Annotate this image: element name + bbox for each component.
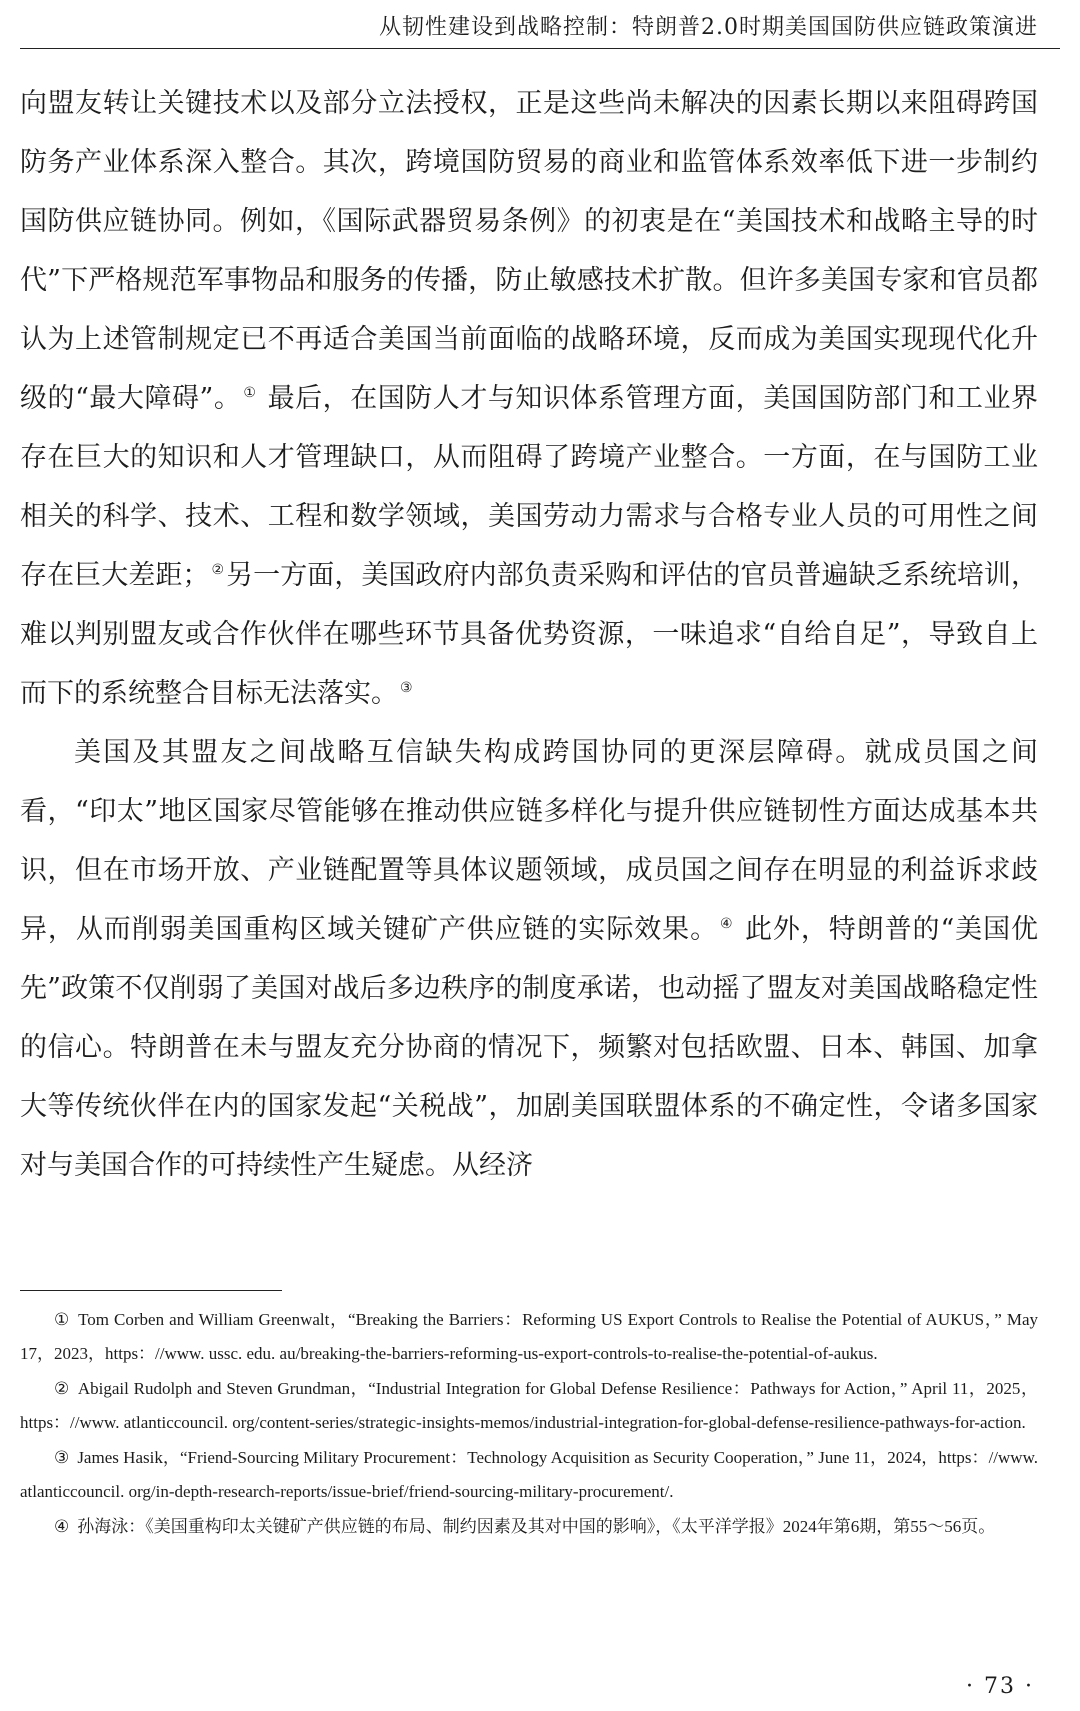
footnote-mark: ① [54,1310,71,1330]
footnote-item [20,1372,1038,1439]
body-paragraph [20,723,1038,1195]
footnote-mark: ③ [54,1448,70,1468]
page-number: · 73 · [966,1674,1034,1699]
footnote-reference[interactable]: ③ [400,680,413,696]
footnote-mark: ② [54,1379,70,1399]
footnote-divider [20,1290,282,1291]
paragraph-text: 向盟友转让关键技术以及部分立法授权，正是这些尚未解决的因素长期以来阻碍跨国防务产业体系深入整合。其次，跨境国防贸易的商业和监管体系效率低下进一步制约国防供应链协同。例如，《国际武器贸易条例》的初衷是在“美国技术和战略主导的时代”下严格规范军事物品和服务的传播，防止敏感技术扩散。但许多美国专家和官员都认为上述管制规定已不再适合美国当前面临的战略环境，反而成为美国实现现代化升级的“最大障碍”。 [20,88,1038,414]
footnote-mark: ④ [54,1517,70,1537]
header-divider [20,48,1060,49]
paragraph-text: 最后，在国防人才与知识体系管理方面，美国国防部门和工业界存在巨大的知识和人才管理缺口，从而阻碍了跨境产业整合。一方面，在与国防工业相关的科学、技术、工程和数学领域，美国劳动力需求与合格专业人员的可用性之间存在巨大差距； [20,383,1038,591]
footnote-reference[interactable]: ④ [720,916,734,932]
footnote-text: 孙海泳：《美国重构印太关键矿产供应链的布局、制约因素及其对中国的影响》，《太平洋学报》2024年第6期，第55～56页。 [77,1517,996,1536]
footnote-item [20,1510,1038,1544]
footnote-reference[interactable]: ① [243,385,257,401]
paragraph-text: 美国及其盟友之间战略互信缺失构成跨国协同的更深层障碍。就成员国之间看，“印太”地区国家尽管能够在推动供应链多样化与提升供应链韧性方面达成基本共识，但在市场开放、产业链配置等具体议题领域，成员国之间存在明显的利益诉求歧异，从而削弱美国重构区域关键矿产供应链的实际效果。 [20,737,1038,945]
footnote-reference[interactable]: ② [211,562,225,578]
body-text [20,74,1038,1195]
footnote-item [20,1303,1038,1370]
paragraph-text: 另一方面，美国政府内部负责采购和评估的官员普遍缺乏系统培训，难以判别盟友或合作伙伴在哪些环节具备优势资源，一味追求“自给自足”，导致自上而下的系统整合目标无法落实。 [20,560,1039,709]
running-header: 从韧性建设到战略控制：特朗普2.0时期美国国防供应链政策演进 [379,15,1038,40]
body-paragraph [20,74,1038,723]
footnote-text: Abigail Rudolph and Steven Grundman，“Industrial Integration for Global Defense Resilience：Pathways for Action，” April 11，2025，https：//www. atlanticcouncil. org/content-series/strategic-insights-memos/industrial-integration-for-global-defense-resilience-pathways-for-action. [20,1379,1038,1432]
footnotes [20,1303,1038,1546]
footnote-text: Tom Corben and William Greenwalt，“Breaking the Barriers：Reforming US Export Controls to Realise the Potential of AUKUS，” May 17，2023，https：//www. ussc. edu. au/breaking-the-barriers-reforming-us-export-controls-to-realise-the-potential-of-aukus. [20,1310,1038,1363]
paragraph-text: 此外，特朗普的“美国优先”政策不仅削弱了美国对战后多边秩序的制度承诺，也动摇了盟友对美国战略稳定性的信心。特朗普在未与盟友充分协商的情况下，频繁对包括欧盟、日本、韩国、加拿大等传统伙伴在内的国家发起“关税战”，加剧美国联盟体系的不确定性，令诸多国家对与美国合作的可持续性产生疑虑。从经济 [20,914,1039,1181]
footnote-text: James Hasik，“Friend-Sourcing Military Procurement：Technology Acquisition as Security Cooperation，” June 11，2024，https：//www. atlanticcouncil. org/in-depth-research-reports/issue-brief/friend-sourcing-military-procurement/. [20,1448,1038,1501]
footnote-item [20,1441,1038,1508]
